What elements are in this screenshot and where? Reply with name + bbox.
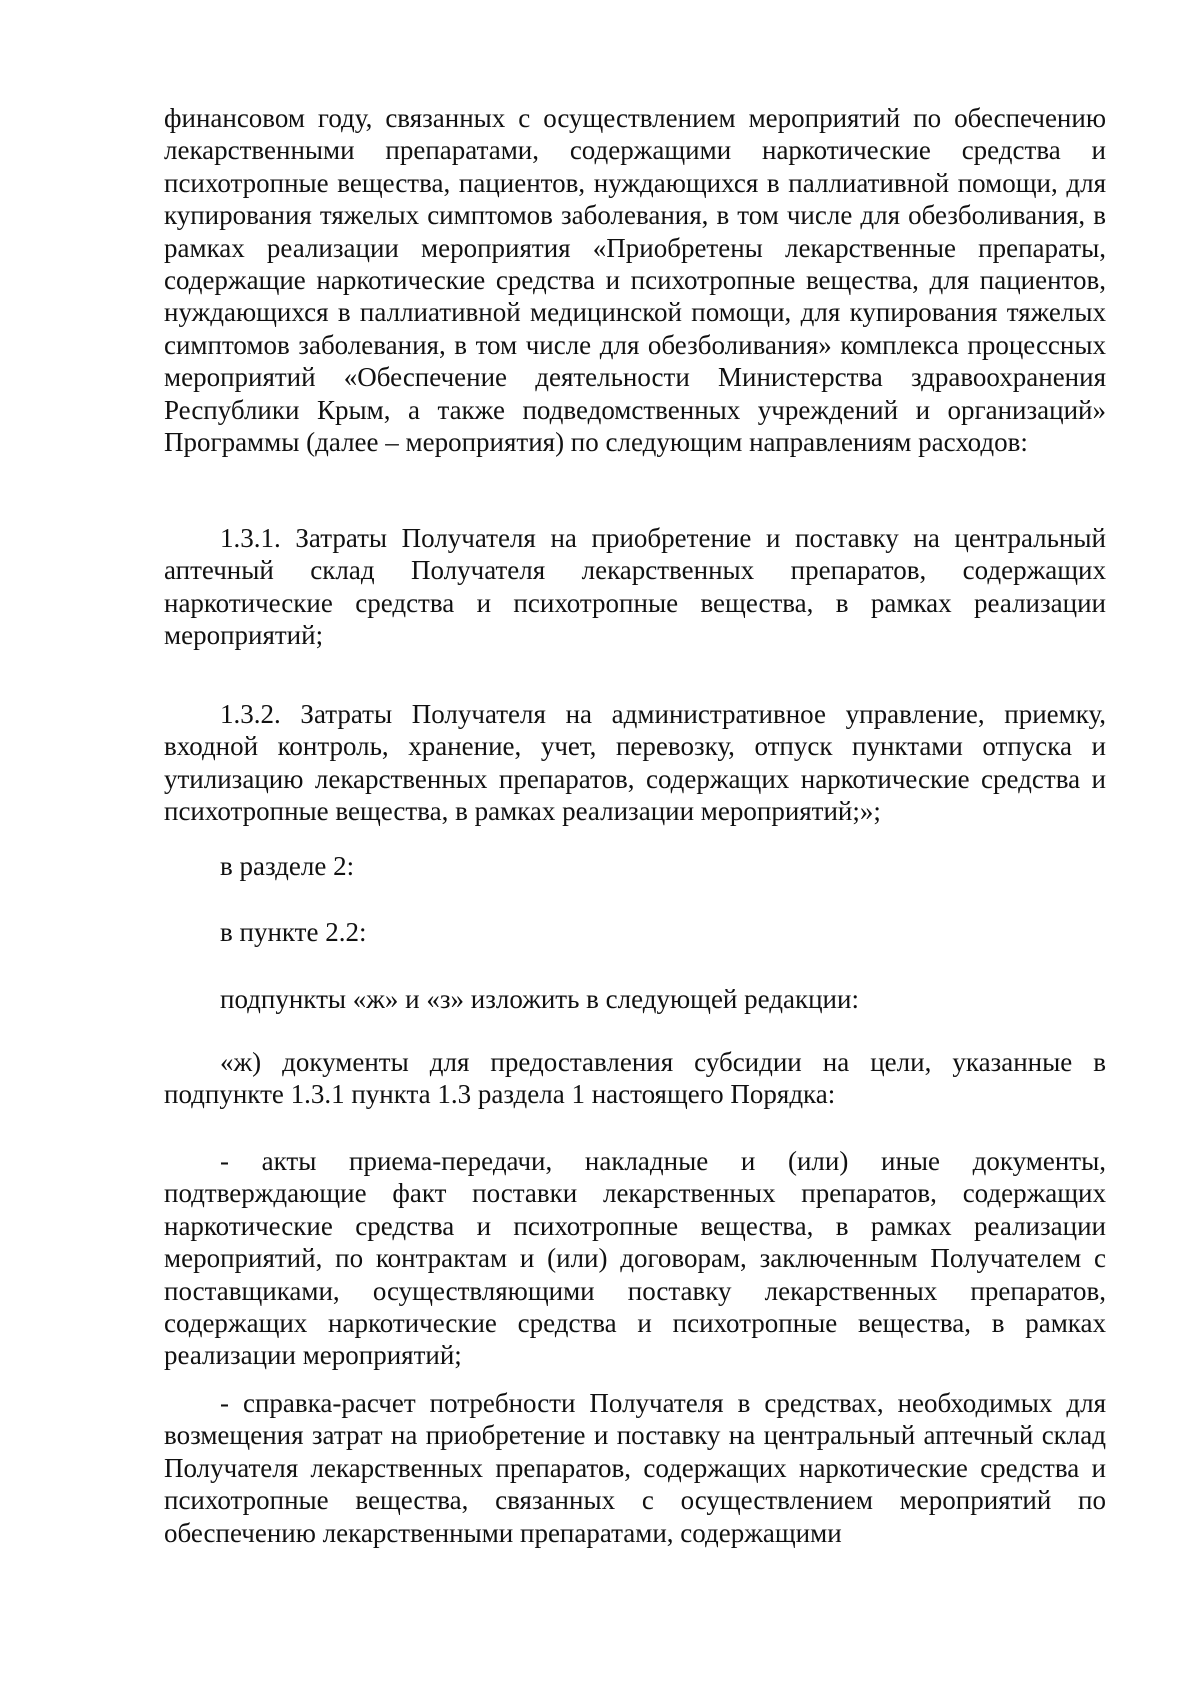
paragraph-section-2: в разделе 2:: [220, 851, 355, 881]
paragraph-item-1-3-2: 1.3.2. Затраты Получателя на административное управление, приемку, входной контроль, хранение, учет, перевозку, отпуск пунктами отпуска и утилизацию лекарственных препаратов, содержащих наркотические средства и психотропные вещества, в рамках реализации мероприятий;»;: [164, 699, 1106, 827]
paragraph-acts: - акты приема-передачи, накладные и (или) иные документы, подтверждающие факт поставки лекарственных препаратов, содержащих наркотические средства и психотропные вещества, в рамках реализации мероприятий, по контрактам и (или) договорам, заключенным Получателем с поставщиками, осуществляющими поставку лекарственных препаратов, содержащих наркотические средства и психотропные вещества, в рамках реализации мероприятий;: [164, 1146, 1106, 1371]
paragraph-intro: финансовом году, связанных с осуществлением мероприятий по обеспечению лекарственными препаратами, содержащими наркотические средства и психотропные вещества, пациентов, нуждающихся в паллиативной помощи, для купирования тяжелых симптомов заболевания, в том числе для обезболивания, в рамках реализации мероприятия «Приобретены лекарственные препараты, содержащие наркотические средства и психотропные вещества, для пациентов, нуждающихся в паллиативной медицинской помощи, для купирования тяжелых симптомов заболевания, в том числе для обезболивания» комплекса процессных мероприятий «Обеспечение деятельности Министерства здравоохранения Республики Крым, а также подведомственных учреждений и организаций» Программы (далее – мероприятия) по следующим направлениям расходов:: [164, 103, 1106, 458]
paragraph-item-1-3-1: 1.3.1. Затраты Получателя на приобретение и поставку на центральный аптечный склад Получателя лекарственных препаратов, содержащих наркотические средства и психотропные вещества, в рамках реализации мероприятий;: [164, 523, 1106, 651]
paragraph-subpoint-zh: «ж) документы для предоставления субсидии на цели, указанные в подпункте 1.3.1 пункта 1.3 раздела 1 настоящего Порядка:: [164, 1047, 1106, 1110]
paragraph-point-2-2: в пункте 2.2:: [220, 917, 367, 947]
paragraph-subpoints: подпункты «ж» и «з» изложить в следующей редакции:: [220, 984, 859, 1014]
paragraph-spravka: - справка-расчет потребности Получателя в средствах, необходимых для возмещения затрат на приобретение и поставку на центральный аптечный склад Получателя лекарственных препаратов, содержащих наркотические средства и психотропные вещества, связанных с осуществлением мероприятий по обеспечению лекарственными препаратами, содержащими: [164, 1388, 1106, 1548]
